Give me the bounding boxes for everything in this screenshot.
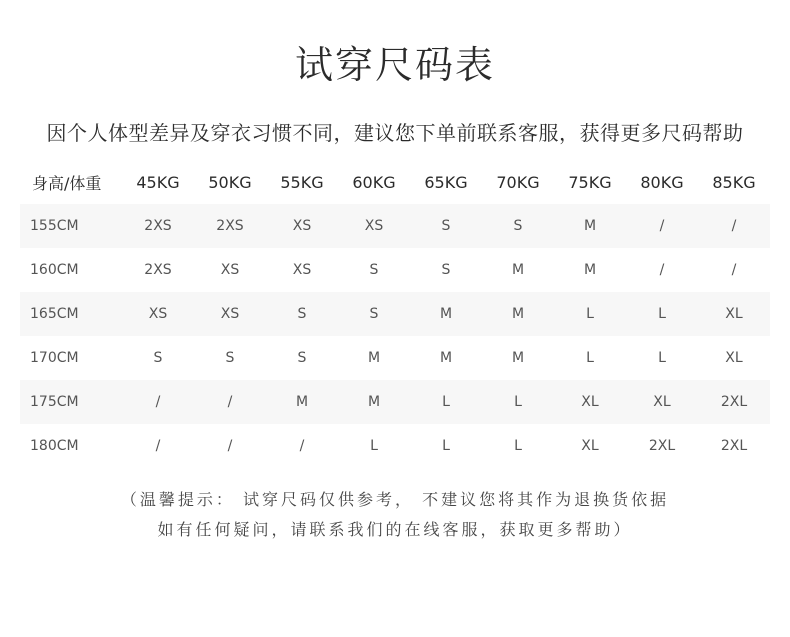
table-row (20, 336, 770, 380)
size-cell: 2XL (648, 438, 676, 454)
size-cell: L (514, 394, 522, 410)
weight-header: 50KG (208, 172, 252, 192)
size-cell: M (439, 306, 453, 322)
size-cell: L (586, 350, 594, 366)
weight-header: 75KG (568, 172, 612, 192)
size-cell: 2XS (144, 218, 172, 234)
size-cell: L (442, 394, 450, 410)
weight-header: 85KG (712, 172, 756, 192)
table-row (20, 380, 770, 424)
size-cell: XS (364, 218, 384, 234)
disclaimer-note-line-2: 如有任何疑问，请联系我们的在线客服，获取更多帮助） (157, 520, 633, 539)
size-cell: 2XS (216, 218, 244, 234)
size-cell: S (441, 262, 451, 278)
weight-header: 70KG (496, 172, 540, 192)
size-cell: / (299, 438, 305, 454)
size-cell: M (367, 394, 381, 410)
height-cell: 160CM (30, 262, 79, 278)
size-cell: XL (581, 438, 599, 454)
size-cell: 2XS (144, 262, 172, 278)
size-cell: S (369, 262, 379, 278)
size-cell: XS (148, 306, 168, 322)
size-cell: L (658, 306, 666, 322)
height-cell: 165CM (30, 306, 79, 322)
size-cell: 2XL (720, 438, 748, 454)
size-cell: S (297, 306, 307, 322)
size-cell: S (441, 218, 451, 234)
weight-header: 45KG (136, 172, 180, 192)
size-cell: / (659, 218, 665, 234)
table-row (20, 424, 770, 468)
subtitle: 因个人体型差异及穿衣习惯不同，建议您下单前联系客服，获得更多尺码帮助 (46, 121, 744, 145)
size-cell: S (225, 350, 235, 366)
size-cell: M (583, 218, 597, 234)
size-cell: / (155, 394, 161, 410)
size-cell: S (153, 350, 163, 366)
disclaimer-note-line-1: （温馨提示： 试穿尺码仅供参考， 不建议您将其作为退换货依据 (120, 490, 670, 509)
height-cell: 170CM (30, 350, 79, 366)
weight-header: 55KG (280, 172, 324, 192)
size-cell: L (514, 438, 522, 454)
table-row (20, 292, 770, 336)
weight-header: 65KG (424, 172, 468, 192)
size-cell: XS (292, 262, 312, 278)
corner-header: 身高/体重 (32, 173, 102, 193)
size-cell: S (513, 218, 523, 234)
size-cell: S (369, 306, 379, 322)
size-cell: / (731, 218, 737, 234)
table-header-row (20, 160, 770, 204)
size-cell: L (370, 438, 378, 454)
size-cell: XS (292, 218, 312, 234)
size-table (20, 160, 770, 468)
size-cell: / (659, 262, 665, 278)
height-cell: 155CM (30, 218, 79, 234)
size-cell: XL (725, 306, 743, 322)
size-cell: XS (220, 306, 240, 322)
size-cell: L (658, 350, 666, 366)
size-cell: M (295, 394, 309, 410)
size-cell: M (511, 350, 525, 366)
size-cell: M (367, 350, 381, 366)
size-cell: L (586, 306, 594, 322)
size-cell: M (439, 350, 453, 366)
size-cell: L (442, 438, 450, 454)
page-title: 试穿尺码表 (294, 43, 495, 87)
height-cell: 180CM (30, 438, 79, 454)
weight-header: 60KG (352, 172, 396, 192)
table-row (20, 204, 770, 248)
size-cell: M (511, 306, 525, 322)
size-cell: XL (653, 394, 671, 410)
size-cell: / (731, 262, 737, 278)
size-cell: M (583, 262, 597, 278)
size-cell: / (227, 438, 233, 454)
size-cell: / (155, 438, 161, 454)
size-cell: XL (581, 394, 599, 410)
size-cell: XS (220, 262, 240, 278)
table-row (20, 248, 770, 292)
weight-header: 80KG (640, 172, 684, 192)
size-cell: / (227, 394, 233, 410)
size-cell: M (511, 262, 525, 278)
size-cell: XL (725, 350, 743, 366)
height-cell: 175CM (30, 394, 79, 410)
size-cell: 2XL (720, 394, 748, 410)
size-cell: S (297, 350, 307, 366)
